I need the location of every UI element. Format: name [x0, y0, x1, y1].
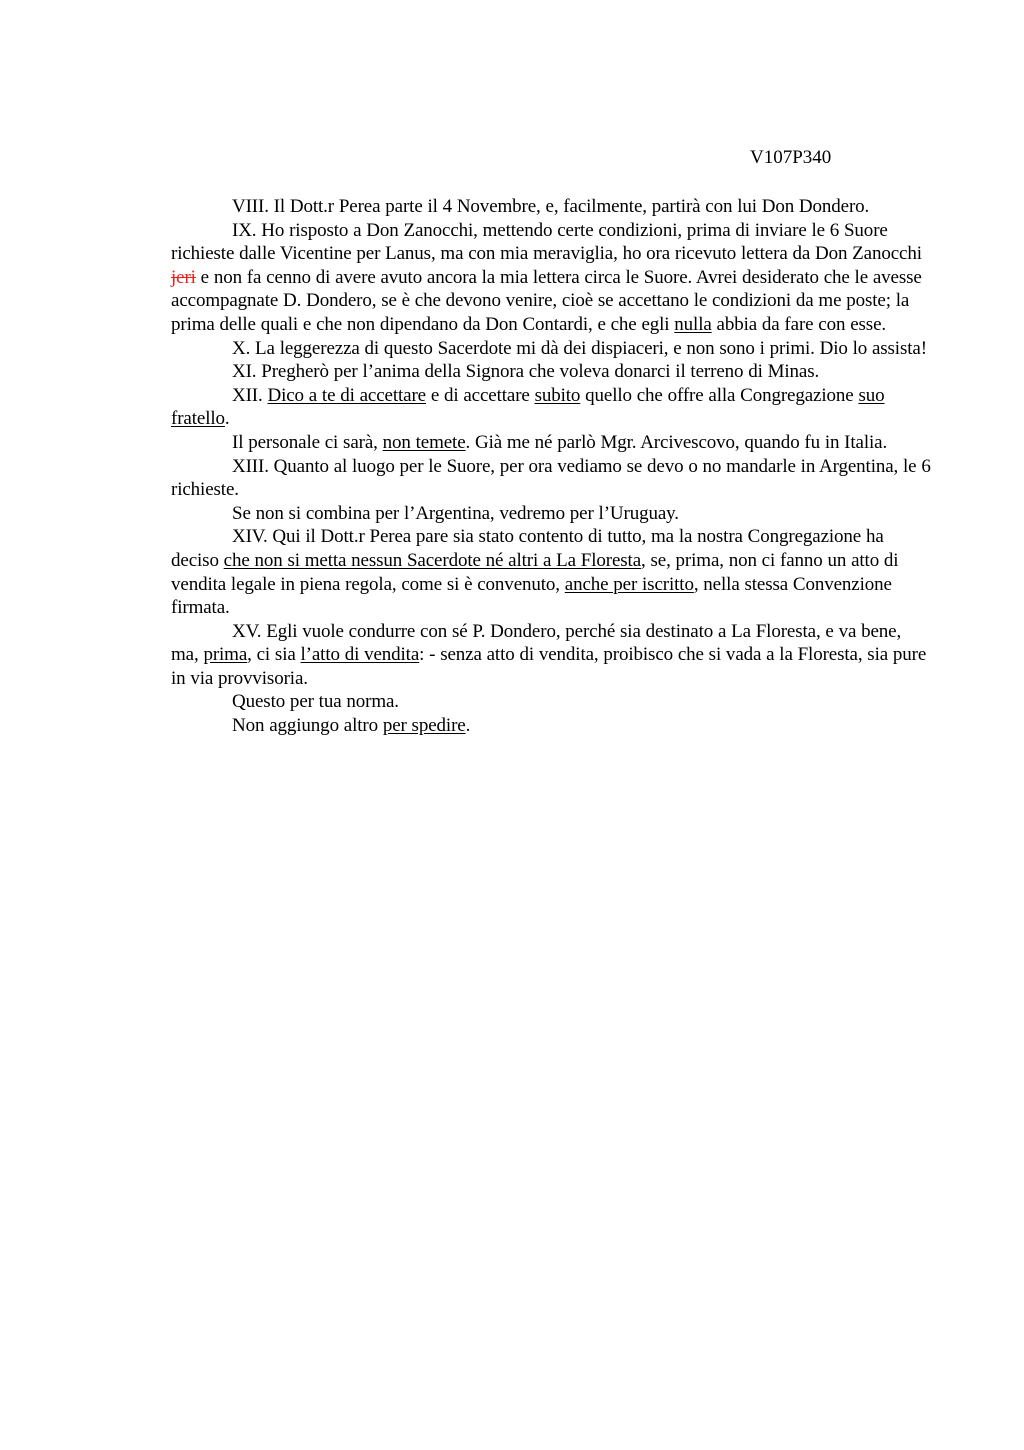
underlined-text: per spedire: [382, 715, 466, 737]
paragraph-text: e di accettare: [426, 384, 535, 406]
underlined-text: anche per iscritto: [564, 573, 694, 595]
paragraph-text: , ci sia: [247, 644, 301, 666]
paragraph-ix: [171, 219, 931, 337]
paragraph-norma: [171, 690, 931, 714]
paragraph-viii: [171, 195, 931, 219]
paragraph-text: XII.: [232, 384, 268, 406]
paragraph-text: e non fa cenno di avere avuto ancora la mia lettera circa le Suore. Avrei desiderato che le avesse accompagnate D. Dondero, se è che devono venire, cioè se accettano le condizioni da me poste; la prima delle quali e che non dipendano da Don Contardi, e che egli: [171, 266, 922, 335]
paragraph-text: XIV. Qui il Dott.r Perea pare sia stato contento di tutto, ma la nostra Congregazione ha deciso: [171, 526, 884, 571]
paragraph-text: Il personale ci sarà,: [232, 431, 383, 453]
letter-body: [171, 195, 931, 738]
underlined-text: prima: [203, 644, 248, 666]
paragraph-text: IX. Ho risposto a Don Zanocchi, mettendo certe condizioni, prima di inviare le 6 Suore richieste dalle Vicentine per Lanus, ma con mia meraviglia, ho ora ricevuto lettera da Don Zanocchi: [171, 219, 922, 265]
paragraph-xi: [171, 360, 931, 384]
paragraph-text: XI. Pregherò per l’anima della Signora che voleva donarci il terreno di Minas.: [232, 361, 820, 383]
paragraph-xii-continued: [171, 431, 931, 455]
struck-word: jeri: [171, 266, 196, 288]
paragraph-text: , nella stessa Convenzione firmata.: [171, 573, 892, 619]
underlined-text: Dico a te di accettare: [267, 384, 426, 406]
page-identifier: V107P340: [750, 147, 832, 168]
paragraph-xii: [171, 384, 931, 431]
paragraph-text: XV. Egli vuole condurre con sé P. Dondero, perché sia destinato a La Floresta, e va bene, ma,: [171, 620, 902, 666]
paragraph-text: . Già me né parlò Mgr. Arcivescovo, quando fu in Italia.: [465, 431, 888, 453]
underlined-text: che non si metta nessun Sacerdote né altri a La Floresta: [223, 549, 642, 571]
underlined-text: subito: [534, 384, 581, 406]
underlined-text: non temete: [382, 431, 466, 453]
paragraph-text: X. La leggerezza di questo Sacerdote mi dà dei dispiaceri, e non sono i primi. Dio lo assista!: [232, 337, 927, 359]
paragraph-text: Se non si combina per l’Argentina, vedremo per l’Uruguay.: [232, 502, 679, 524]
paragraph-text: : - senza atto di vendita, proibisco che si vada a la Floresta, sia pure in via provvisoria.: [171, 644, 927, 689]
paragraph-text: VIII. Il Dott.r Perea parte il 4 Novembre, e, facilmente, partirà con lui Don Dondero.: [232, 196, 870, 217]
paragraph-xiii: [171, 455, 931, 502]
paragraph-text: quello che offre alla Congregazione: [580, 384, 859, 406]
paragraph-text: abbia da fare con esse.: [711, 313, 887, 335]
paragraph-xiv: [171, 525, 931, 619]
paragraph-closing: [171, 714, 931, 738]
underlined-text: nulla: [674, 313, 712, 335]
paragraph-text: Questo per tua norma.: [232, 691, 399, 713]
paragraph-x: [171, 337, 931, 361]
paragraph-text: XIII. Quanto al luogo per le Suore, per ora vediamo se devo o no mandarle in Argentina, le 6 richieste.: [171, 455, 931, 501]
paragraph-text: .: [224, 408, 230, 430]
paragraph-xiii-continued: [171, 502, 931, 526]
paragraph-text: .: [465, 715, 471, 737]
paragraph-text: Non aggiungo altro: [232, 715, 383, 737]
paragraph-xv: [171, 620, 931, 691]
paragraph-text: , se, prima, non ci fanno un atto di vendita legale in piena regola, come si è convenuto,: [171, 549, 899, 595]
underlined-text: suo fratello: [171, 384, 885, 430]
underlined-text: l’atto di vendita: [300, 644, 420, 666]
